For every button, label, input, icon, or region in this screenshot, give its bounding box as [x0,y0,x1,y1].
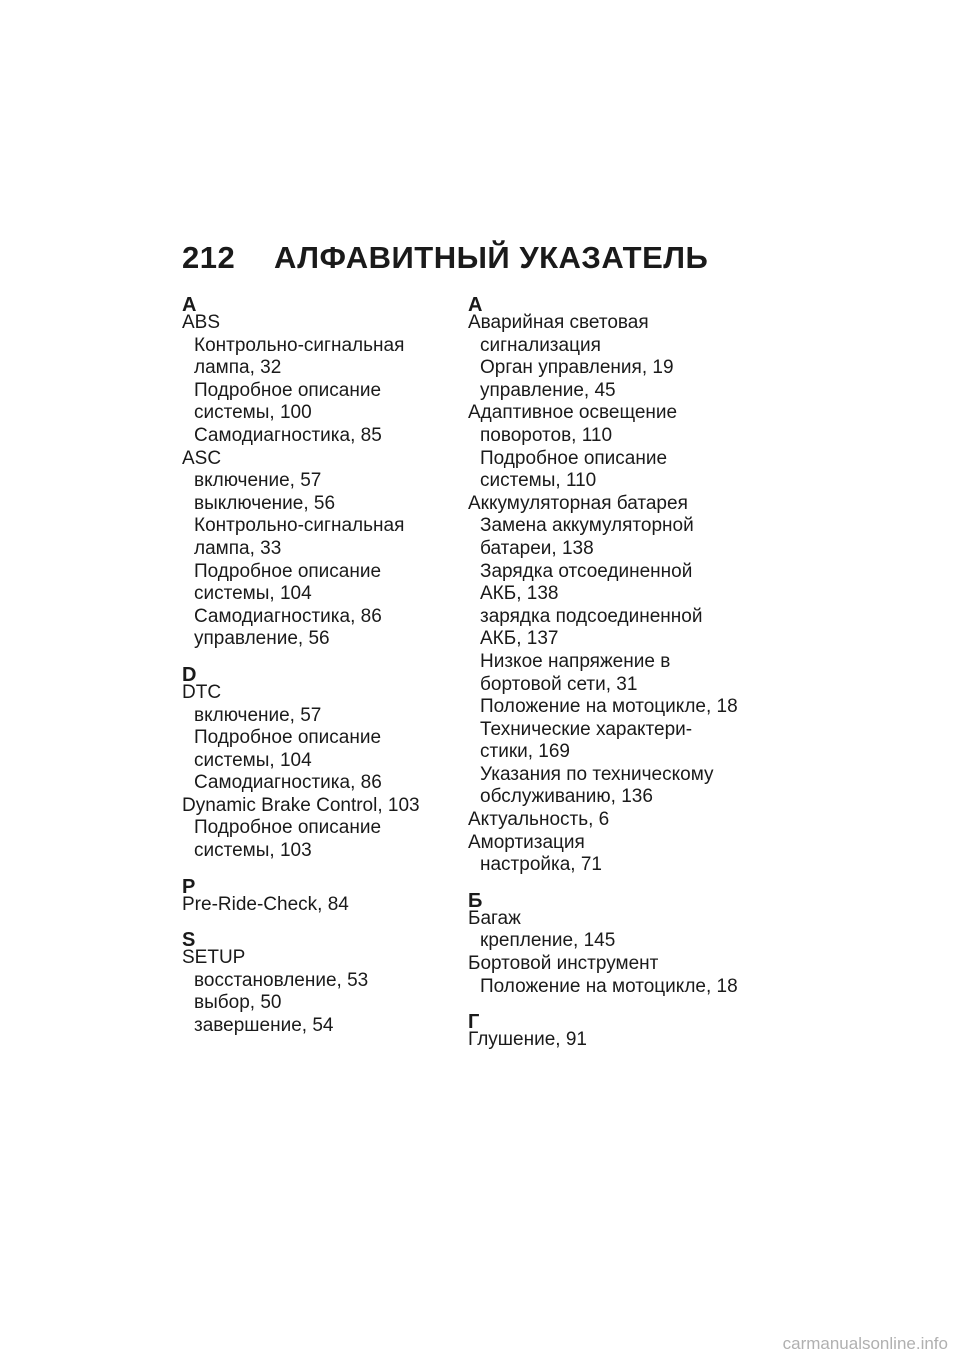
section-letter: D [182,663,197,686]
section-letter: S [182,929,196,952]
section-letter: Б [468,889,483,912]
index-subentry: Самодиагностика, 85 [194,424,382,446]
index-entry: SETUP [182,947,246,969]
index-entry: Аварийная световая [468,312,649,333]
index-entry: ABS [182,312,221,333]
index-section [468,1012,738,1052]
index-subentry: системы, 110 [480,470,597,492]
section-letter: P [182,875,196,898]
index-subentry: Подробное описание [194,727,382,749]
index-column-left [182,295,452,1038]
index-subentry: зарядка подсоединенной [480,605,703,627]
index-subentry: Контрольно-сигнальная [194,334,405,356]
index-subentry: Указания по техническому [480,763,714,785]
index-subentry: восстановление, 53 [194,969,369,991]
index-subentry: поворотов, 110 [480,424,613,446]
page-title: АЛФАВИТНЫЙ УКАЗАТЕЛЬ [274,240,709,275]
index-subentry: выключение, 56 [194,492,336,514]
section-letter: Г [468,1011,480,1034]
index-entry: Dynamic Brake Control, 103 [182,794,420,816]
section-letter: А [468,294,483,316]
index-entry: Pre-Ride-Check, 84 [182,893,349,915]
index-subentry: системы, 100 [194,402,312,424]
index-subentry: включение, 57 [194,470,322,492]
index-subentry: системы, 104 [194,749,312,771]
index-subentry: настройка, 71 [480,854,602,876]
index-subentry: бортовой сети, 31 [480,673,638,695]
section-letter: A [182,294,197,316]
index-entry: Багаж [468,907,521,929]
watermark: carmanualsonline.info [782,1334,948,1353]
index-subentry: Орган управления, 19 [480,357,674,379]
index-subentry: выбор, 50 [194,992,282,1014]
index-subentry: включение, 57 [194,704,322,726]
index-subentry: Подробное описание [194,560,382,582]
index-subentry: батареи, 138 [480,537,594,559]
index-subentry: лампа, 32 [194,357,282,379]
index-section [182,665,452,863]
index-subentry: системы, 103 [194,840,312,862]
index-subentry: Положение на мотоцикле, 18 [480,975,738,997]
index-section [182,295,452,651]
index-subentry: Подробное описание [194,379,382,401]
index-section [468,295,738,877]
index-subentry: Положение на мотоцикле, 18 [480,696,738,718]
index-subentry: завершение, 54 [194,1015,334,1037]
index-subentry: АКБ, 137 [480,628,559,650]
index-subentry: Подробное описание [480,447,668,469]
index-entry: ASC [182,447,222,469]
index-subentry: Низкое напряжение в [480,650,671,672]
index-subentry: Замена аккумуляторной [480,515,694,537]
index-subentry: Технические характери- [480,718,693,740]
index-subentry: Подробное описание [194,817,382,839]
index-entry: Амортизация [468,831,585,853]
index-section [468,891,738,998]
index-subentry: Зарядка отсоединенной [480,560,693,582]
index-subentry: стики, 169 [480,741,570,763]
page-number: 212 [182,240,236,275]
index-section [182,930,452,1037]
index-subentry: управление, 45 [480,379,616,401]
index-subentry: Самодиагностика, 86 [194,772,382,794]
index-entry: Актуальность, 6 [468,809,610,831]
index-entry: Адаптивное освещение [468,402,678,424]
index-subentry: лампа, 33 [194,537,282,559]
index-entry: Аккумуляторная батарея [468,492,688,514]
index-subentry: крепление, 145 [480,930,616,952]
index-subentry: системы, 104 [194,583,312,605]
index-column-right [468,295,738,1052]
index-subentry: обслуживанию, 136 [480,786,653,808]
index-subentry: Самодиагностика, 86 [194,605,382,627]
index-entry: Глушение, 91 [468,1029,587,1051]
index-entry: Бортовой инструмент [468,953,659,975]
index-subentry: Контрольно-сигнальная [194,515,405,537]
index-subentry: управление, 56 [194,628,330,650]
index-entry: DTC [182,681,222,703]
index-section [182,877,452,917]
page-header [182,240,708,276]
index-subentry: АКБ, 138 [480,583,559,605]
index-subentry: сигнализация [480,334,601,356]
